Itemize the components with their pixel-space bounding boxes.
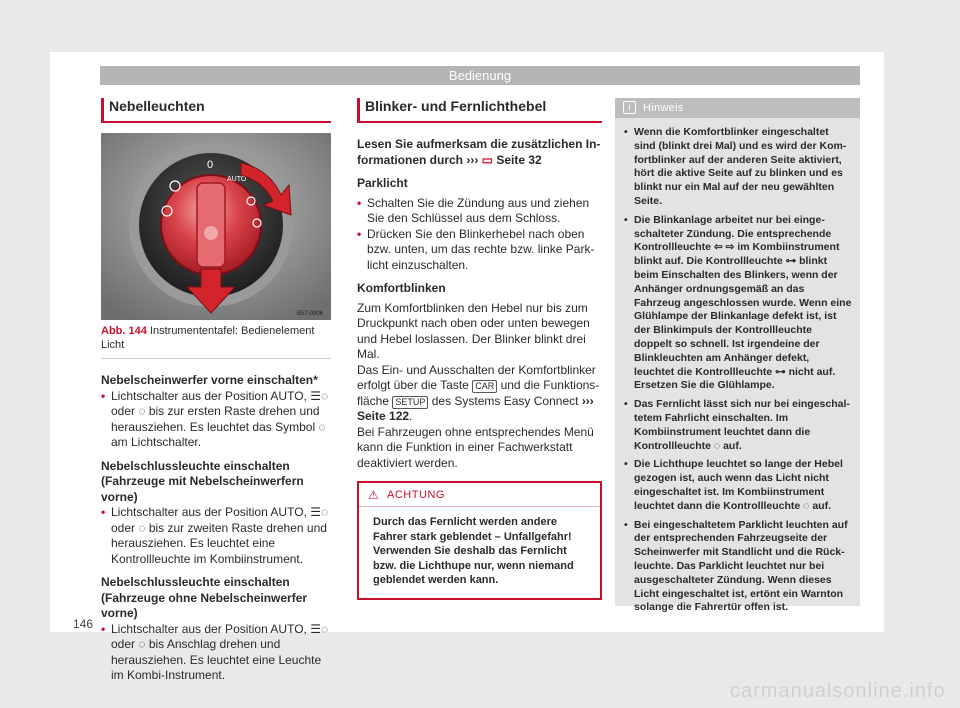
figure-label-auto: AUTO — [227, 176, 247, 183]
heading-nebelleuchten: Nebelleuchten — [101, 98, 331, 123]
warning-header — [359, 483, 600, 507]
warning-body: Durch das Fernlicht werden andere Fahrer stark geblendet – Unfallgefahr! Verwenden Sie deshalb das Fernlicht bzw. die Lichthupe nur, wenn niemand geblendet werden kann. — [373, 516, 574, 586]
komfort-title: Komfortblinken — [357, 281, 446, 295]
parklicht-b1: • Schalten Sie die Zündung aus und ziehen Sie den Schlüssel aus dem Schloss. — [357, 196, 602, 227]
warning-triangle-icon: ⚠ — [368, 488, 380, 502]
figure-code: B57-0906 — [297, 311, 324, 317]
note-item-1: • Wenn die Komfortblinker eingeschaltet sind (blinkt drei Mal) und es wird der Komfortblinker auf der anderen Seite aktiviert, hört die aktive Seite auf zu blinken und es blinkt nur ein Mal auf der neu gewählten Seite. — [624, 126, 852, 209]
light-switch-illustration — [101, 133, 331, 320]
parklicht-b2: • Drücken Sie den Blinkerhebel nach oben bzw. unten, um das rechte bzw. linke Parklicht einzuschalten. — [357, 227, 602, 274]
s2-title: Nebelschlussleuchte einschalten (Fahrzeuge mit Nebelscheinwerfern vorne) — [101, 458, 304, 504]
light-switch-figure — [101, 133, 331, 320]
info-icon: i — [623, 101, 636, 114]
s3-text: • Lichtschalter aus der Position AUTO, ☰◌ oder ◌ bis Anschlag drehen und herausziehen. Es leuchtet eine Leuchte im Kombi-Instrument. — [101, 622, 331, 684]
column-nebelleuchten — [101, 98, 331, 684]
note-item-3: • Das Fernlicht lässt sich nur bei eingeschaltetem Fahrlicht einschalten. Im Kombiinstrument leuchtet dann die Kontrollleuchte ◌ auf. — [624, 398, 852, 453]
intro-text: Lesen Sie aufmerksam die zusätzlichen Informationen durch ››› — [357, 137, 601, 167]
setup-button-icon: SETUP — [392, 396, 428, 409]
figure-label-0: 0 — [207, 159, 214, 171]
warning-box — [357, 481, 602, 600]
caption-text: Instrumententafel: Bedienelement Licht — [101, 325, 315, 351]
parklicht-title: Parklicht — [357, 176, 408, 190]
komfort-p2b: und die Funktionsfläche — [357, 378, 600, 408]
note-item-2: • Die Blinkanlage arbeitet nur bei eingeschalteter Zündung. Die entsprechende Kontrollleuchte ⇦ ⇨ im Kombiinstrument blinkt auf. Die Kontrollleuchte ⊶ blinkt beim Einschalten des Blinkers, wenn der Anhänger ordnungsgemäß an das Fahrzeug angeschlossen wurde. Wenn eine Glühlampe der Blinkanlage defekt ist, ist der Blinkimpuls der Kontrollleuchte doppelt so schnell. Ist irgendeine der Blinkleuchten am Anhänger defekt, leuchtet die Kontrollleuchte ⊶ nicht auf. Ersetzen Sie die Glühlampe. — [624, 214, 852, 393]
komfort-p1: Zum Komfortblinken den Hebel nur bis zum Druckpunkt nach oben oder unten bewegen und Hebel loslassen. Der Blinker blinkt drei Mal. — [357, 300, 590, 361]
book-icon: ▭ — [481, 152, 494, 167]
watermark: carmanualsonline.info — [730, 680, 946, 702]
note-box — [615, 98, 860, 614]
warning-label: ACHTUNG — [387, 489, 445, 501]
note-body — [615, 118, 860, 615]
komfort-p2c: des Systems Easy Connect — [431, 393, 579, 408]
s1-title: Nebelscheinwerfer vorne einschalten* — [101, 373, 318, 387]
komfort-link[interactable]: ››› Seite 122 — [357, 393, 594, 423]
intro-link[interactable]: Seite 32 — [496, 152, 542, 167]
heading-blinker: Blinker- und Fernlichthebel — [357, 98, 602, 123]
komfort-p2: Das Ein- und Ausschalten der Komfortblinker erfolgt über die Taste CAR und die Funktionsfläche SETUP des Systems Easy Connect ››› Seite 122. — [357, 362, 600, 423]
caption-number: Abb. 144 — [101, 325, 147, 337]
page-number: 146 — [73, 617, 94, 631]
intro — [357, 137, 602, 168]
komfort-p2a: Das Ein- und Ausschalten der Komfortblinker erfolgt über die Taste — [357, 362, 596, 392]
column-hinweis — [615, 98, 860, 614]
note-item-5: • Bei eingeschaltetem Parklicht leuchten auf der entsprechenden Fahrzeugseite der Scheinwerfer mit Standlicht und die Rückleuchte. Das Parklicht leuchtet nur bei ausgeschalteter Zündung. Wenn dieses Licht eingeschaltet ist, ertönt ein Warnton solange die Fahrertür offen ist. — [624, 519, 852, 616]
column-blinker — [357, 98, 602, 600]
komfort-p3: Bei Fahrzeugen ohne entsprechendes Menü kann die Funktion in einer Fachwerkstatt deaktiviert werden. — [357, 424, 594, 470]
s2-text: • Lichtschalter aus der Position AUTO, ☰◌ oder ◌ bis zur zweiten Raste drehen und herausziehen. Es leuchtet eine Kontrollleuchte im Kombiinstrument. — [101, 505, 331, 567]
note-label: Hinweis — [643, 102, 684, 114]
note-header — [615, 98, 860, 118]
s3-title: Nebelschlussleuchte einschalten (Fahrzeuge ohne Nebelscheinwerfer vorne) — [101, 575, 308, 620]
section-header: Bedienung — [100, 66, 860, 85]
figure-caption — [101, 324, 331, 359]
s1-text: • Lichtschalter aus der Position AUTO, ☰◌ oder ◌ bis zur ersten Raste drehen und herausziehen. Es leuchtet das Symbol ◌ am Lichtschalter. — [101, 389, 331, 451]
car-button-icon: CAR — [472, 380, 497, 393]
note-item-4: • Die Lichthupe leuchtet so lange der Hebel gezogen ist, auch wenn das Licht nicht eingeschaltet ist. Im Kombiinstrument leuchtet dann die Kontrollleuchte ◌ auf. — [624, 458, 852, 513]
